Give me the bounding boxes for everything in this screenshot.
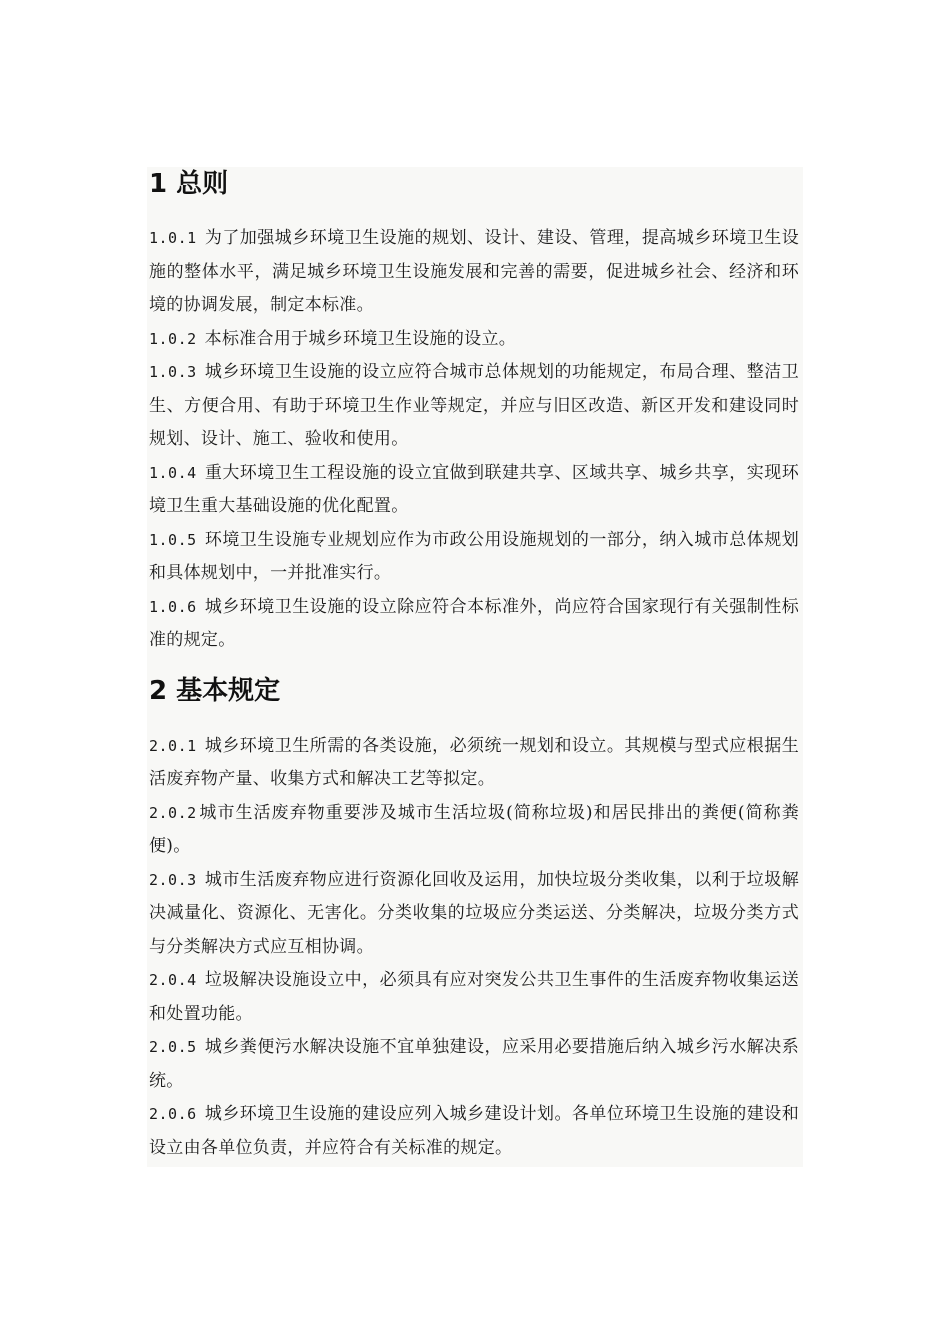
clause-text: 城乡环境卫生设施的设立应符合城市总体规划的功能规定，布局合理、整洁卫生、方便合用、有助于环境卫生作业等规定，并应与旧区改造、新区开发和建设同时规划、设计、施工、验收和使用。 — [149, 362, 799, 449]
clause-2-0-3 — [149, 864, 799, 965]
section-2-heading: 2 基本规定 — [149, 675, 281, 706]
clause-2-0-5 — [149, 1031, 799, 1098]
clause-number: 1.0.5 — [149, 530, 197, 549]
clause-text: 本标准合用于城乡环境卫生设施的设立。 — [204, 328, 517, 349]
clause-number: 2.0.1 — [149, 736, 197, 755]
clause-number: 1.0.4 — [149, 463, 197, 482]
clause-text: 城乡环境卫生所需的各类设施，必须统一规划和设立。其规模与型式应根据生活废弃物产量、收集方式和解决工艺等拟定。 — [149, 735, 799, 789]
clause-number: 2.0.4 — [149, 971, 197, 989]
clause-number: 2.0.5 — [149, 1038, 197, 1056]
clause-number: 2.0.6 — [149, 1105, 197, 1123]
clause-text: 城市生活废弃物应进行资源化回收及运用，加快垃圾分类收集，以利于垃圾解决减量化、资源化、无害化。分类收集的垃圾应分类运送、分类解决，垃圾分类方式与分类解决方式应互相协调。 — [149, 869, 799, 957]
clause-number: 2.0.2 — [149, 803, 197, 822]
clause-2-0-4 — [149, 964, 799, 1031]
clause-text: 城乡粪便污水解决设施不宜单独建设，应采用必要措施后纳入城乡污水解决系统。 — [149, 1037, 799, 1091]
clause-number: 1.0.2 — [149, 329, 197, 348]
clause-text: 环境卫生设施专业规划应作为市政公用设施规划的一部分，纳入城市总体规划和具体规划中，一并批准实行。 — [149, 529, 799, 583]
clause-1-0-2 — [149, 323, 799, 357]
clause-number: 1.0.6 — [149, 597, 197, 616]
clause-1-0-1 — [149, 222, 799, 323]
clause-1-0-6 — [149, 591, 799, 658]
clause-2-0-2 — [149, 797, 799, 864]
section-1-heading: 1 总则 — [149, 169, 229, 199]
document-body — [147, 167, 803, 1167]
clause-number: 1.0.3 — [149, 363, 197, 381]
clause-1-0-3 — [149, 356, 799, 457]
clause-text: 重大环境卫生工程设施的设立宜做到联建共享、区域共享、城乡共享，实现环境卫生重大基础设施的优化配置。 — [149, 462, 799, 516]
clause-text: 垃圾解决设施设立中，必须具有应对突发公共卫生事件的生活废弃物收集运送和处置功能。 — [149, 970, 799, 1024]
clause-text: 城乡环境卫生设施的设立除应符合本标准外，尚应符合国家现行有关强制性标准的规定。 — [149, 596, 799, 650]
clause-2-0-1 — [149, 730, 799, 797]
clause-text: 城市生活废弃物重要涉及城市生活垃圾(简称垃圾)和居民排出的粪便(简称粪便)。 — [149, 802, 799, 856]
clause-number: 1.0.1 — [149, 229, 197, 247]
clause-text: 为了加强城乡环境卫生设施的规划、设计、建设、管理，提高城乡环境卫生设施的整体水平，满足城乡环境卫生设施发展和完善的需要，促进城乡社会、经济和环境的协调发展，制定本标准。 — [149, 228, 799, 315]
clause-1-0-4 — [149, 457, 799, 524]
clause-number: 2.0.3 — [149, 870, 197, 889]
clause-2-0-6 — [149, 1098, 799, 1165]
clause-1-0-5 — [149, 524, 799, 591]
clause-text: 城乡环境卫生设施的建设应列入城乡建设计划。各单位环境卫生设施的建设和设立由各单位负责，并应符合有关标准的规定。 — [149, 1104, 799, 1158]
